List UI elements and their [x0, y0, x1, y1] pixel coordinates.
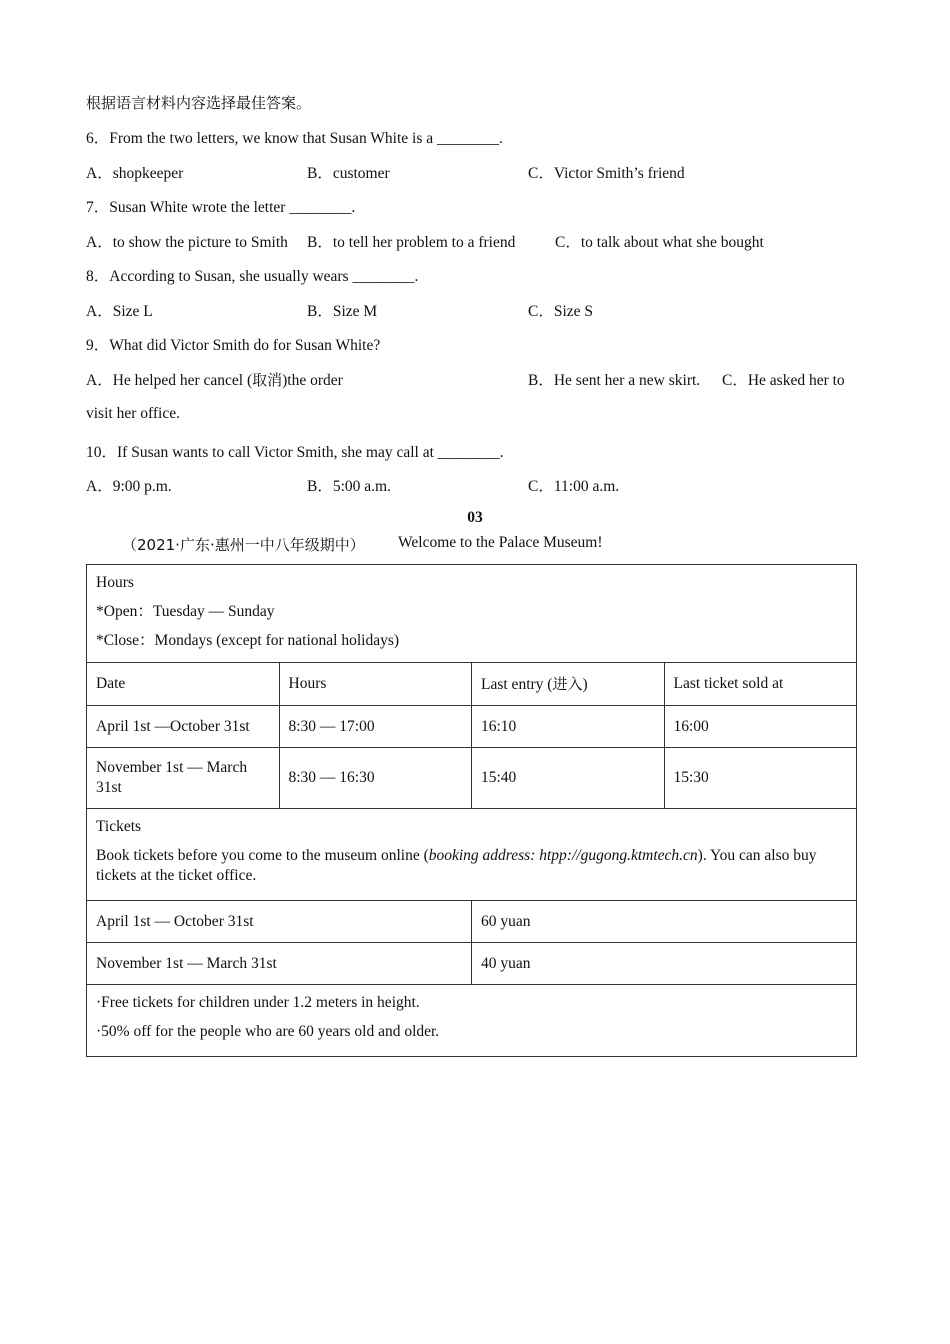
tickets-cell [87, 809, 857, 901]
q7-option-a[interactable]: A．to show the picture to Smith [86, 234, 288, 251]
tickets-title: Tickets [96, 818, 142, 835]
hours-cell [87, 565, 857, 663]
q10-option-b[interactable]: B．5:00 a.m. [307, 478, 391, 495]
instruction: 根据语言材料内容选择最佳答案。 [86, 94, 312, 112]
notes-cell [87, 985, 857, 1057]
header-last-entry-close: ) [582, 675, 588, 693]
q8-option-c[interactable]: C．Size S [528, 303, 594, 320]
price2-period: November 1st — March 31st [87, 943, 472, 985]
q8-option-a[interactable]: A．Size L [86, 303, 153, 320]
close-days: *Close：Mondays (except for national holidays) [96, 632, 400, 649]
museum-info-table [86, 564, 857, 1057]
table-row [87, 706, 857, 748]
row1-last-ticket: 16:00 [664, 706, 857, 748]
q9-option-c[interactable]: C．He asked her to [722, 372, 845, 389]
question-10: 10．If Susan wants to call Victor Smith, she may call at ________. [86, 444, 504, 461]
open-days: *Open：Tuesday — Sunday [96, 603, 275, 620]
header-date: Date [87, 663, 280, 706]
row1-last-entry: 16:10 [472, 706, 665, 748]
row1-hours: 8:30 — 17:00 [279, 706, 472, 748]
question-8: 8．According to Susan, she usually wears ________. [86, 268, 419, 285]
price2-amount: 40 yuan [472, 943, 857, 985]
question-7: 7．Susan White wrote the letter ________. [86, 199, 356, 216]
note-seniors: ·50% off for the people who are 60 years old and older. [96, 1023, 440, 1040]
q6-option-a[interactable]: A．shopkeeper [86, 165, 184, 182]
q7-option-c[interactable]: C．to talk about what she bought [555, 234, 764, 251]
hours-title: Hours [96, 574, 134, 591]
header-last-ticket: Last ticket sold at [664, 663, 857, 706]
hours-section-row [87, 565, 857, 663]
price-row [87, 943, 857, 985]
row2-last-entry: 15:40 [472, 748, 665, 809]
tickets-text-2: ). You can also buy tickets at the ticket office. [96, 847, 817, 884]
price1-amount: 60 yuan [472, 901, 857, 943]
q6-option-b[interactable]: B．customer [307, 165, 390, 182]
section-source: （2021·广东·惠州一中八年级期中） [122, 536, 365, 554]
section-title: Welcome to the Palace Museum! [398, 534, 603, 551]
q10-option-a[interactable]: A．9:00 p.m. [86, 478, 172, 495]
tickets-section-row [87, 809, 857, 901]
price-row [87, 901, 857, 943]
section-number: 03 [467, 509, 483, 526]
header-last-entry [472, 663, 665, 706]
header-last-entry-cjk: 进入 [552, 674, 583, 693]
table-row [87, 748, 857, 809]
tickets-text-1: Book tickets before you come to the museum online ( [96, 847, 429, 864]
header-hours: Hours [279, 663, 472, 706]
q9-option-b[interactable]: B．He sent her a new skirt. [528, 372, 701, 389]
q9-option-a-cjk: 取消 [252, 371, 283, 389]
row2-last-ticket: 15:30 [664, 748, 857, 809]
question-6: 6．From the two letters, we know that Susan White is a ________. [86, 130, 503, 147]
q9-option-a[interactable] [86, 368, 343, 390]
q9-option-c-continued: visit her office. [86, 405, 180, 422]
q10-option-c[interactable]: C．11:00 a.m. [528, 478, 620, 495]
header-last-entry-text: Last entry ( [481, 675, 553, 693]
row2-date: November 1st — March 31st [87, 748, 280, 809]
row1-date: April 1st —October 31st [87, 706, 280, 748]
hours-header-row [87, 663, 857, 706]
booking-address: booking address: htpp://gugong.ktmtech.cn [428, 847, 698, 864]
q7-option-b[interactable]: B．to tell her problem to a friend [307, 234, 516, 251]
price1-period: April 1st — October 31st [87, 901, 472, 943]
tickets-text [96, 846, 847, 886]
q6-option-c[interactable]: C．Victor Smith’s friend [528, 165, 685, 182]
q9-option-a-text-2: )the order [282, 372, 343, 389]
q8-option-b[interactable]: B．Size M [307, 303, 378, 320]
notes-row [87, 985, 857, 1057]
q9-option-a-text-1: A．He helped her cancel ( [86, 372, 253, 389]
note-children: ·Free tickets for children under 1.2 meters in height. [96, 994, 420, 1011]
row2-hours: 8:30 — 16:30 [279, 748, 472, 809]
question-9: 9．What did Victor Smith do for Susan White? [86, 337, 381, 354]
